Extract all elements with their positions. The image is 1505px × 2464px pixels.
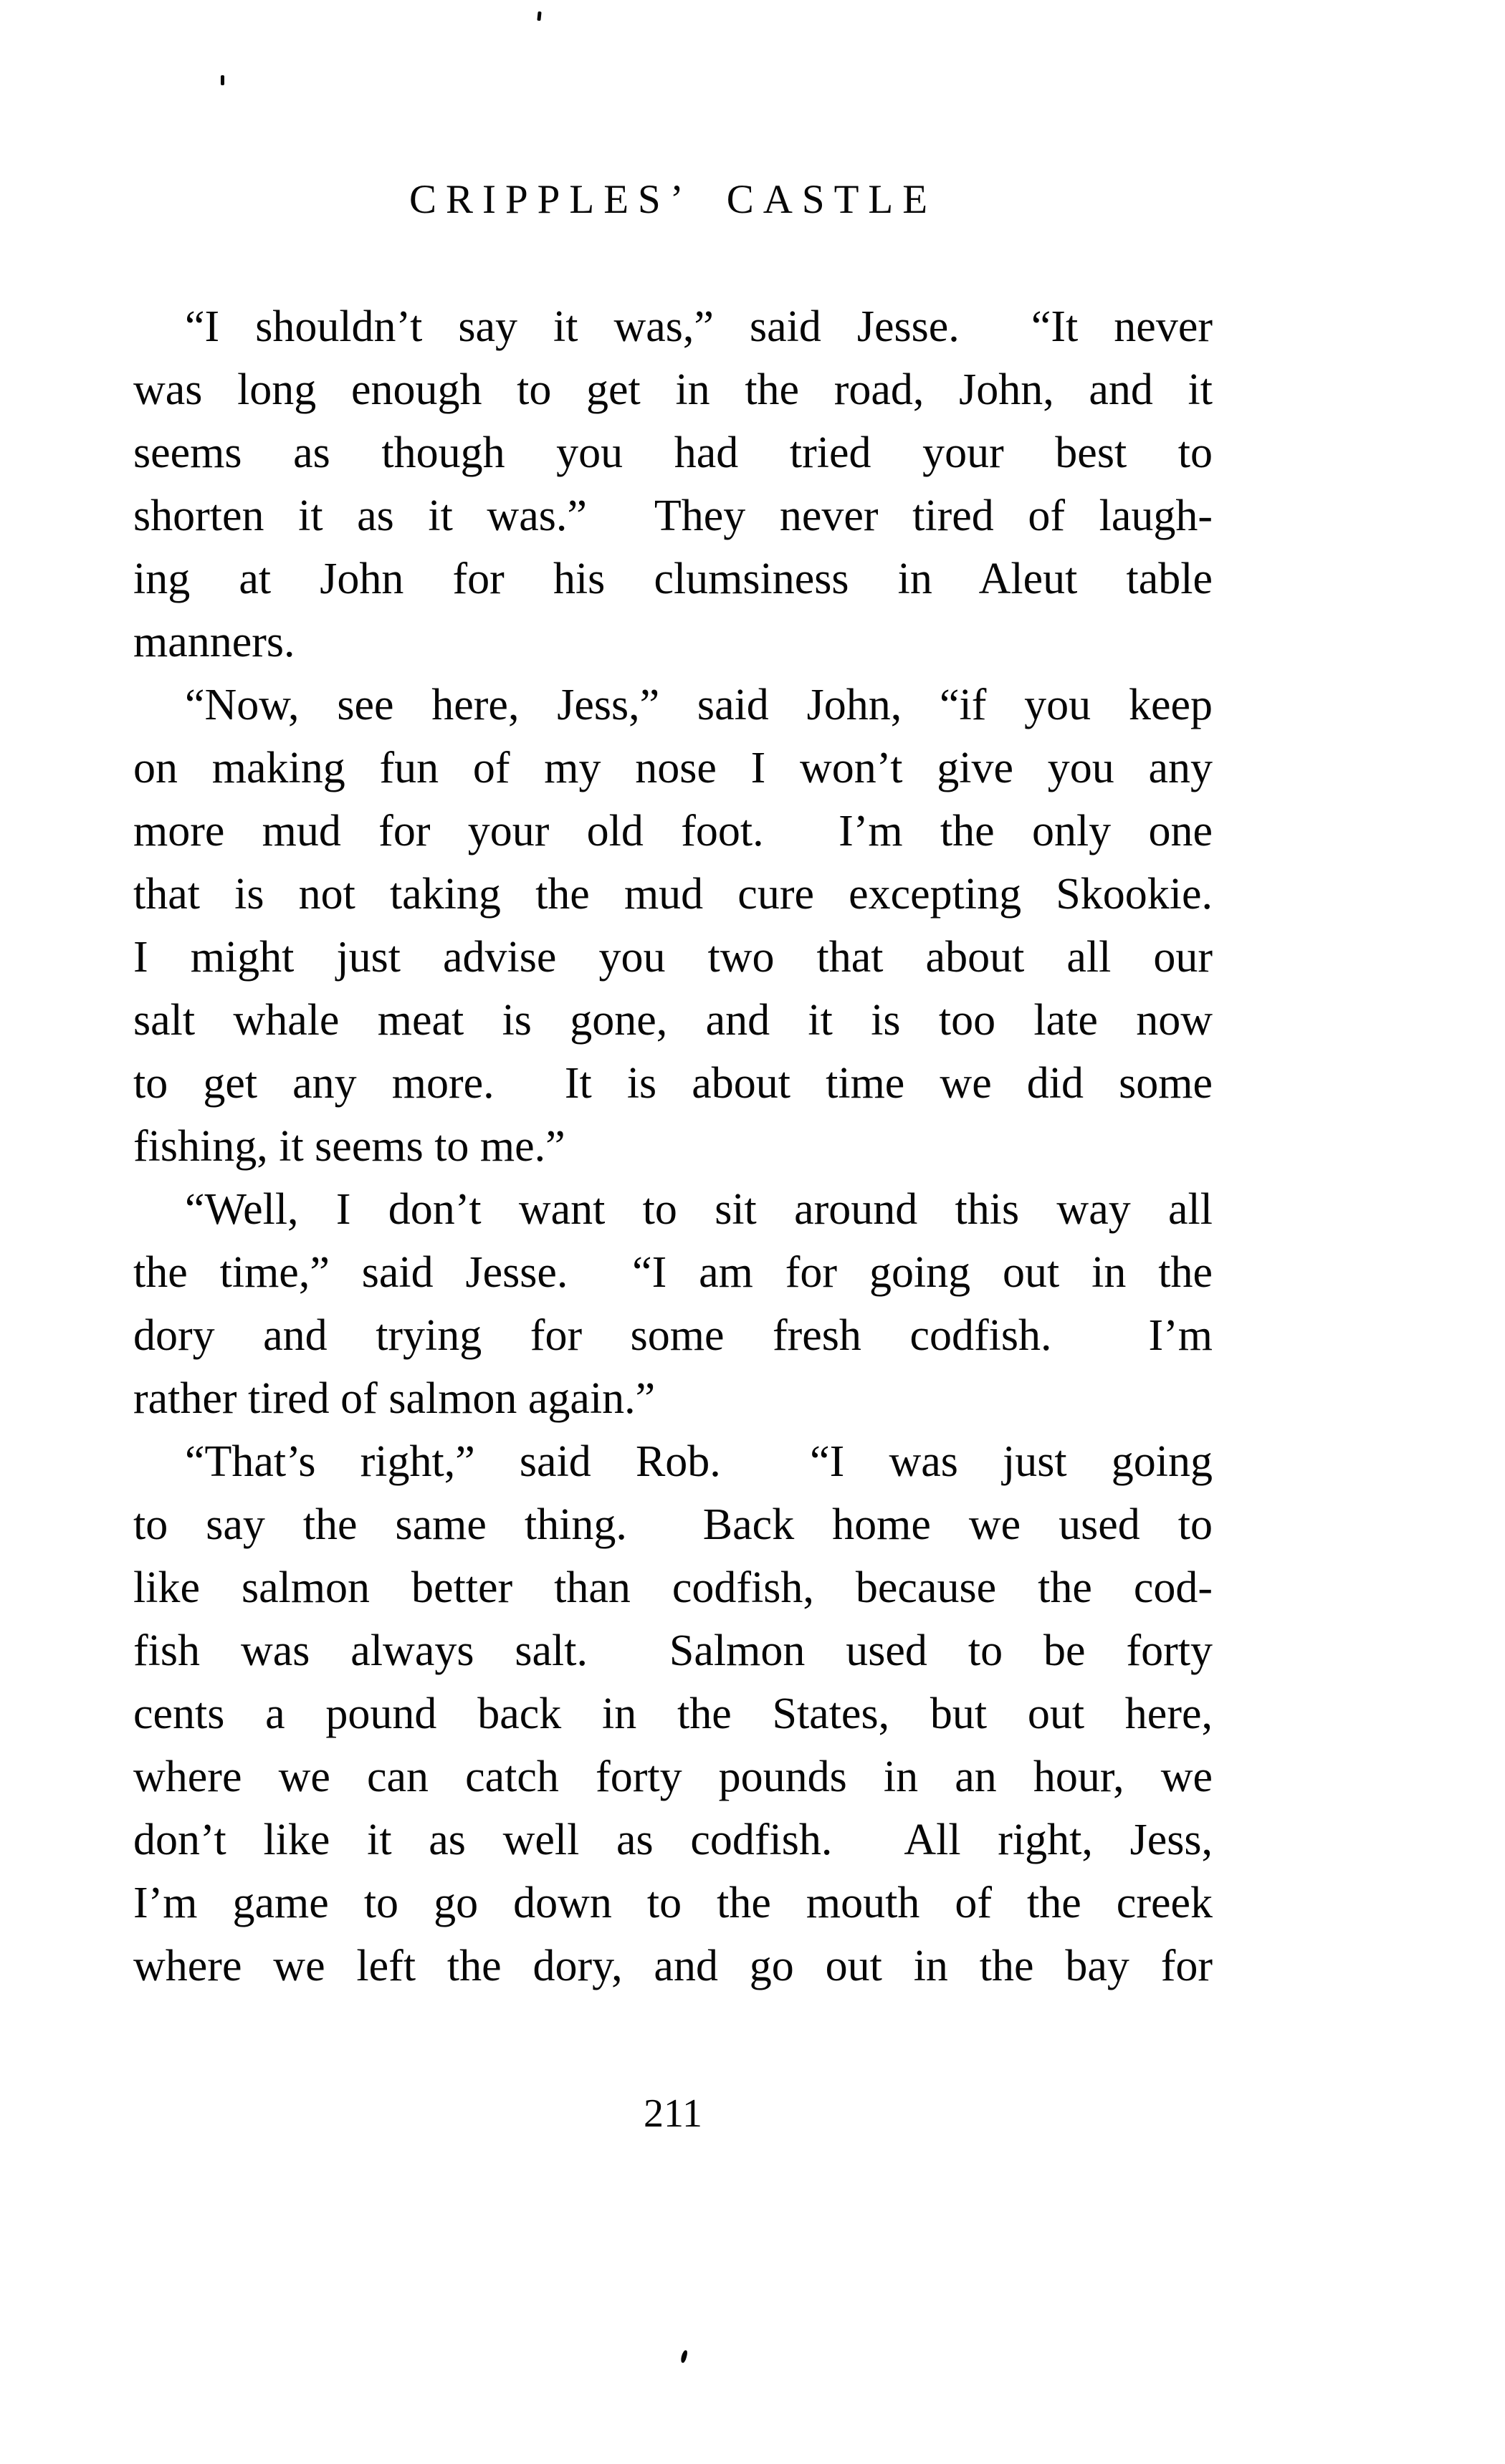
text-line: cents a pound back in the States, but out here, — [133, 1689, 1213, 1738]
text-line: don’t like it as well as codfish. All right, Jess, — [133, 1816, 1213, 1864]
scan-speck-left — [221, 75, 224, 85]
text-line: dory and trying for some fresh codfish. I’m — [133, 1311, 1213, 1360]
text-line: that is not taking the mud cure excepting Skookie. — [133, 870, 1213, 919]
text-line: “I shouldn’t say it was,” said Jesse. “It never — [185, 302, 1213, 351]
text-line: more mud for your old foot. I’m the only one — [133, 807, 1213, 855]
scan-speck-bottom — [680, 2349, 688, 2363]
text-line: to say the same thing. Back home we used to — [133, 1500, 1213, 1549]
text-line: “Well, I don’t want to sit around this way all — [185, 1185, 1213, 1234]
text-line: shorten it as it was.” They never tired of laugh- — [133, 492, 1213, 540]
text-line: was long enough to get in the road, John, and it — [133, 365, 1213, 414]
text-line: like salmon better than codfish, because the cod- — [133, 1563, 1213, 1612]
text-line: seems as though you had tried your best to — [133, 428, 1213, 477]
scan-speck-top — [537, 11, 541, 21]
text-line: where we can catch forty pounds in an hour, we — [133, 1753, 1213, 1801]
text-line: fishing, it seems to me.” — [133, 1122, 565, 1171]
text-line: rather tired of salmon again.” — [133, 1374, 656, 1423]
text-block — [133, 295, 1213, 1998]
text-line: manners. — [133, 618, 295, 666]
text-line: “That’s right,” said Rob. “I was just going — [185, 1437, 1213, 1486]
text-line: on making fun of my nose I won’t give you any — [133, 744, 1213, 792]
page-number: 211 — [644, 2091, 702, 2136]
text-line: to get any more. It is about time we did some — [133, 1059, 1213, 1108]
text-line: the time,” said Jesse. “I am for going out in the — [133, 1248, 1213, 1297]
text-line: “Now, see here, Jess,” said John, “if you keep — [185, 681, 1213, 729]
text-line: I might just advise you two that about all our — [133, 933, 1213, 982]
text-line: ing at John for his clumsiness in Aleut table — [133, 555, 1213, 603]
chapter-running-head: CRIPPLES’ CASTLE — [408, 177, 937, 222]
text-line: where we left the dory, and go out in the bay for — [133, 1942, 1213, 1990]
text-line: I’m game to go down to the mouth of the creek — [133, 1879, 1213, 1927]
text-line: salt whale meat is gone, and it is too late now — [133, 996, 1213, 1045]
text-line: fish was always salt. Salmon used to be forty — [133, 1626, 1213, 1675]
